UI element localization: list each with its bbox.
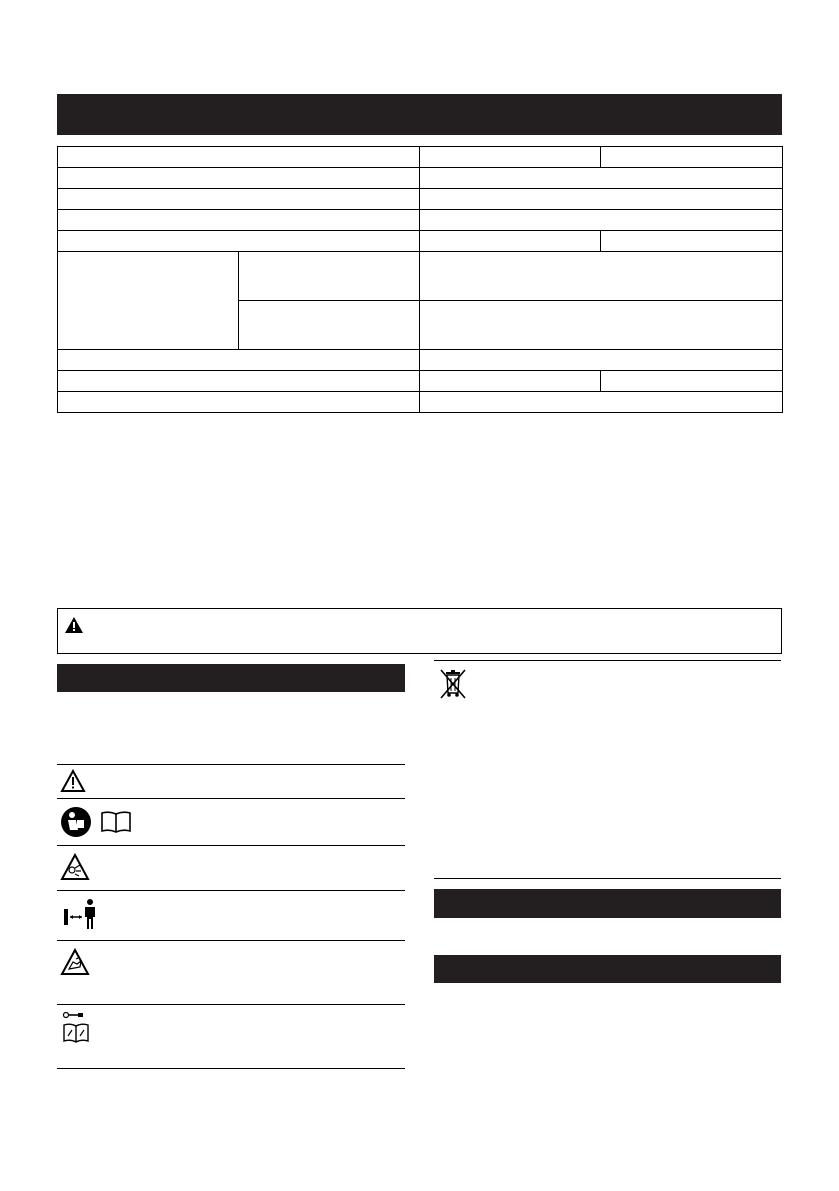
divider bbox=[57, 1068, 405, 1069]
warning-box bbox=[57, 608, 782, 654]
symbols-heading-bar bbox=[57, 664, 405, 692]
keep-distance-icon bbox=[62, 897, 102, 931]
table-row bbox=[58, 252, 783, 301]
maintenance-manual-icon bbox=[62, 1011, 90, 1045]
specification-table bbox=[57, 146, 783, 413]
divider bbox=[57, 1004, 405, 1005]
table-row bbox=[58, 168, 783, 189]
divider bbox=[57, 845, 405, 846]
crossed-bin-icon bbox=[438, 667, 468, 701]
hand-cut-hazard-icon bbox=[60, 948, 90, 976]
section-heading-bar bbox=[434, 889, 781, 918]
divider bbox=[57, 890, 405, 891]
divider bbox=[434, 660, 781, 661]
table-row bbox=[58, 147, 783, 168]
divider bbox=[57, 940, 405, 941]
book-icon bbox=[100, 810, 132, 834]
caution-triangle-icon bbox=[60, 769, 86, 793]
table-row bbox=[58, 210, 783, 231]
divider bbox=[57, 764, 405, 765]
divider bbox=[57, 798, 405, 799]
table-row bbox=[58, 189, 783, 210]
table-row bbox=[58, 392, 783, 413]
section-heading-bar bbox=[434, 955, 781, 983]
flying-objects-hazard-icon bbox=[60, 853, 90, 881]
divider bbox=[434, 878, 781, 879]
table-row bbox=[58, 371, 783, 392]
title-bar bbox=[57, 94, 782, 135]
read-manual-icon bbox=[60, 806, 92, 838]
table-row bbox=[58, 231, 783, 252]
warning-triangle-icon bbox=[64, 616, 84, 634]
table-row bbox=[58, 350, 783, 371]
